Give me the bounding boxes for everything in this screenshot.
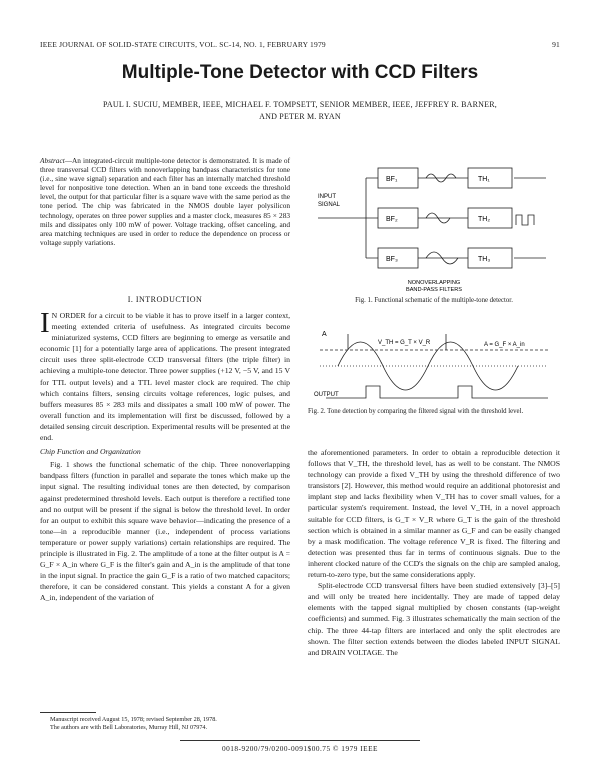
section-heading: I. INTRODUCTION	[127, 295, 203, 304]
figure-1-caption: Fig. 1. Functional schematic of the multiple-tone detector.	[355, 297, 513, 304]
page-number: 91	[552, 40, 560, 49]
author-line-2: AND PETER M. RYAN	[259, 112, 341, 121]
square-wave-output-2	[516, 215, 534, 225]
amplitude-formula: A = G_F × A_in	[484, 342, 525, 348]
intro-paragraph-1	[40, 307, 290, 443]
abstract-label: Abstract	[40, 156, 65, 165]
amplitude-label: A	[322, 331, 327, 338]
manuscript-footnote	[40, 716, 290, 733]
author-line-1: PAUL I. SUCIU, MEMBER, IEEE, MICHAEL F. TOMPSETT, SENIOR MEMBER, IEEE, JEFFREY R. BARNER,	[102, 100, 497, 109]
running-header	[40, 40, 560, 52]
right-column-body	[308, 447, 560, 658]
detector-label-2: TH₂	[478, 216, 491, 223]
intro-paragraph-1-text: N ORDER for a circuit to be viable it has to prove itself in a larger context, meeting extended criteria of usefulness. As integrated circuits become miniaturized systems, CCD filters are beginning to emerge as versatile and economic [1] for a potentially large area of applications. The present integrated circuit uses three split-electrode CCD transversal filters (the triple filter) in achieving a multiple-tone detector. Three power supplies (+12 V, −5 V, and 15 V for TTL output levels) and a TTL level master clock are required. The chip which contains filters, sensing circuits voltage references, logic pulses, and buffers measures 85 × 283 mils and dissipates a small 100 mW of power. The overall function and its implementation will first be discussed, followed by a detailed sensing circuit description. Experimental results will be presented at the end.	[40, 311, 290, 443]
filters-note-line-1: NONOVERLAPPING	[407, 280, 461, 286]
footer-rule	[180, 740, 420, 741]
filter-label-1: BF₁	[386, 176, 398, 183]
paper-title: Multiple-Tone Detector with CCD Filters	[121, 62, 479, 83]
filter-outputs	[418, 178, 468, 258]
filter-label-2: BF₂	[386, 216, 398, 223]
intro-paragraph-2: Fig. 1 shows the functional schematic of the chip. Three nonoverlapping bandpass filters (function in parallel and separate the tones which make up the input signal. The resulting individual tones are then detected, by comparison against predetermined threshold levels. Each output is therefore a rectified tone and no output will be present if the signal is below the threshold level. In order for an output to exhibit this square wave behavior—indicating the presence of a tone—in a reproducible manner (i.e., independent of process variations temperature or power supply variations) certain relationships are required. The principle is illustrated in Fig. 2. The amplitude of a tone at the filter output is A = G_F × A_in where G_F is the filter's gain and A_in is the amplitude of that tone in the input signal. In practice the gain G_F is a ratio of two matched capacitors; therefore, it can be considered constant. This yields a constant A for a given A_in, independent of the variation of	[40, 460, 290, 603]
abstract-text: —An integrated-circuit multiple-tone detector is demonstrated. It is made of three transversal CCD filters with nonoverlapping bandpass characteristics for tone (i.e., sine wave signal) separation and each filter has an internally matched threshold level for nonpositive tone detection. When an in band tone exceeds the threshold level, the output for that particular filter is a square wave with the same period as the tone period. The chip was fabricated in the NMOS double layer polysilicon technology, operates on three power supplies and a master clock, measures 85 × 283 mils and dissipates only 100 mW of power. Voltage tracking, offset canceling, and area matching techniques are used in order to reduce the dependence on process or voltage supply variations.	[40, 156, 290, 247]
figure-2-caption: Fig. 2. Tone detection by comparing the filtered signal with the threshold level.	[308, 408, 524, 415]
left-column-body	[40, 307, 290, 603]
journal-name: IEEE JOURNAL OF SOLID-STATE CIRCUITS, VOL. SC-14, NO. 1, FEBRUARY 1979	[40, 40, 326, 49]
threshold-label: V_TH = G_T × V_R	[378, 340, 431, 346]
detector-label-1: TH₁	[478, 176, 490, 183]
filter-label-3: BF₃	[386, 256, 398, 263]
input-label-line-2: SIGNAL	[318, 202, 341, 208]
footnote-line-2: The authors are with Bell Laboratories, Murray Hill, NJ 07974.	[50, 724, 208, 732]
output-label: OUTPUT	[314, 392, 339, 398]
footnote-rule	[40, 712, 96, 713]
filters-note-line-2: BAND-PASS FILTERS	[405, 287, 463, 293]
drop-cap: I	[40, 307, 50, 339]
filter-box-1	[378, 168, 418, 188]
copyright-footer: 0018-9200/79/0200-0091$00.75 © 1979 IEEE	[221, 744, 379, 753]
abstract	[40, 156, 290, 247]
figure-2-tone-detection	[308, 314, 560, 406]
footnote-line-1: Manuscript received August 15, 1978; revised September 28, 1978.	[50, 716, 217, 723]
right-paragraph-1: the aforementioned parameters. In order to obtain a reproducible detection it follows that V_TH, the threshold level, has as well to be constant. The NMOS technology can provide a fixed V_TH by using the threshold difference of two transistors [2]. However, this method would require an additional photoresist and implant step and lacks flexibility when V_TH has to cover small values, for a particular system's requirement. Instead, the level V_TH, in a novel approach suitable for CCD filters, is G_T × V_R where G_T is the gain of the threshold section which is obtained in a similar manner as G_F and can be easily changed by a mask modification. The voltage reference V_R is fixed. The filtering and detection was presented thus far in terms of continuous signals. Due to the inherent clocked nature of the CCD's the signals on the chip are sampled analog, return-to-zero type, but the same considerations apply.	[308, 448, 560, 580]
detector-label-3: TH₃	[478, 256, 491, 263]
input-label-line-1: INPUT	[318, 194, 336, 200]
filter-box-2	[378, 208, 418, 228]
filter-box-3	[378, 248, 418, 268]
figure-1-schematic	[308, 148, 560, 296]
detector-box-1	[468, 168, 512, 188]
rectified-output-waveform	[326, 386, 548, 398]
input-bus	[318, 178, 378, 258]
right-paragraph-2: Split-electrode CCD transversal filters have been studied extensively [3]–[5] and will only be treated here incidentally. They are made of tapped delay elements with the tapped signal multiplied by chosen constants (tap-weight coefficients) and summed. Fig. 3 illustrates schematically the main section of the chip. The three 44-tap filters are interlaced and only the split electrodes are shown. The filter section extends between the diodes labeled INPUT SIGNAL and DRAIN VOLTAGE. The	[308, 581, 560, 657]
subsection-heading: Chip Function and Organization	[40, 447, 141, 457]
author-list	[50, 99, 550, 123]
